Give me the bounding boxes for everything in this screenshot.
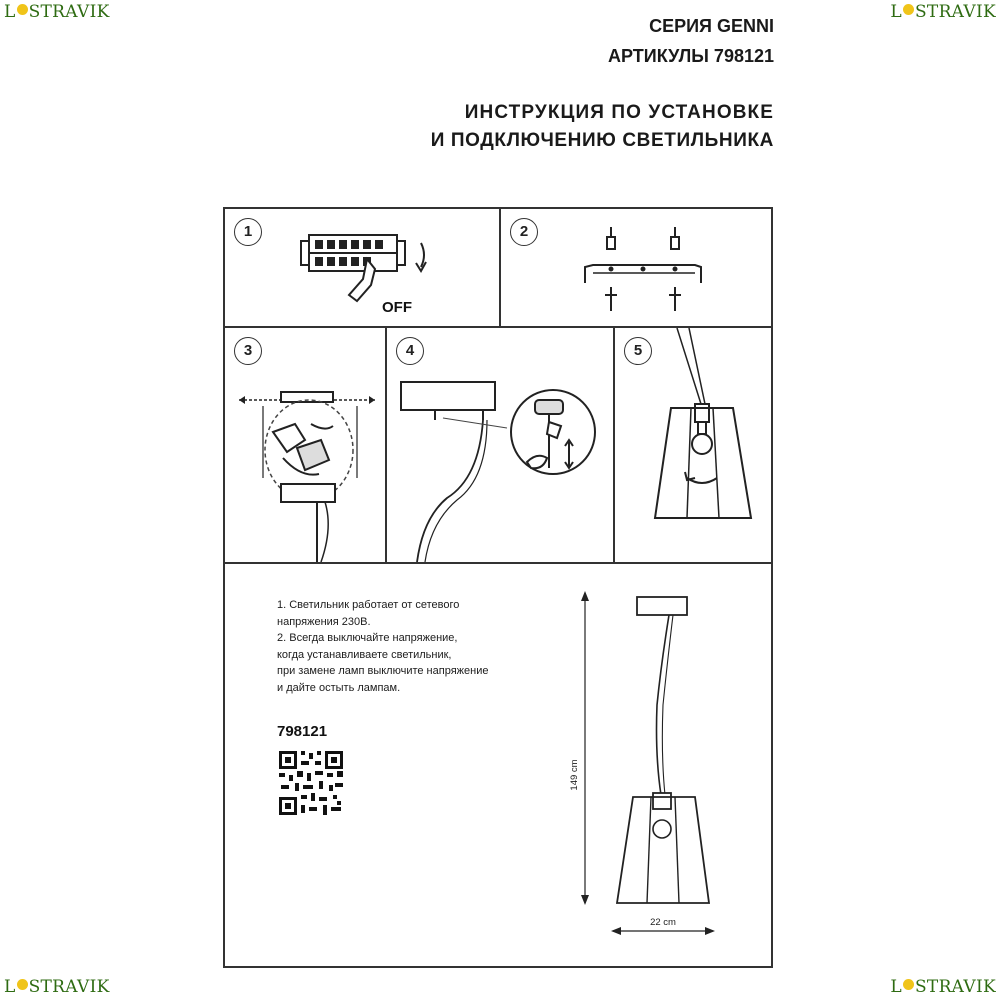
width-dimension: 22 cm (650, 917, 676, 928)
height-adjustment-illustration (387, 328, 613, 562)
note-line: 2. Всегда выключайте напряжение, (277, 632, 458, 644)
step-number: 5 (624, 337, 652, 365)
brand-name: STRAVIK (28, 2, 110, 22)
safety-notes (277, 597, 547, 696)
step-number: 3 (234, 337, 262, 365)
brand-logo (890, 2, 996, 22)
note-line: при замене ламп выключите напряжение (277, 665, 489, 677)
brand-dot-icon (903, 4, 914, 15)
series-label: СЕРИЯ GENNI (649, 16, 774, 36)
qr-code-icon (277, 749, 345, 817)
step-number: 4 (396, 337, 424, 365)
lamp-install-illustration (615, 328, 769, 562)
mounting-bracket-illustration (501, 209, 769, 326)
note-line: 1. Светильник работает от сетевого (277, 599, 460, 611)
brand-letter: L (4, 977, 16, 997)
brand-logo (4, 2, 110, 22)
step-3-panel (225, 328, 387, 564)
off-label: OFF (382, 299, 412, 316)
brand-name: STRAVIK (914, 977, 996, 997)
articles-label: АРТИКУЛЫ 798121 (608, 46, 774, 66)
step-4-panel (387, 328, 615, 564)
brand-dot-icon (903, 979, 914, 990)
step-5-panel (615, 328, 771, 564)
brand-dot-icon (17, 4, 28, 15)
power-off-illustration (225, 209, 499, 326)
document-subtitle: И ПОДКЛЮЧЕНИЮ СВЕТИЛЬНИКА (430, 130, 774, 151)
brand-logo (4, 977, 110, 997)
note-line: и дайте остыть лампам. (277, 681, 401, 694)
brand-letter: L (890, 2, 902, 22)
step-2-panel (501, 209, 771, 328)
note-line: напряжения 230В. (277, 615, 371, 628)
step-1-panel (225, 209, 501, 328)
wiring-illustration (225, 328, 385, 562)
step-number: 1 (234, 218, 262, 246)
article-code: 798121 (277, 723, 328, 740)
note-line: когда устанавливаете светильник, (277, 648, 452, 661)
step-number: 2 (510, 218, 538, 246)
document-title: ИНСТРУКЦИЯ ПО УСТАНОВКЕ (464, 102, 774, 123)
brand-logo (890, 977, 996, 997)
instruction-sheet (223, 207, 773, 968)
brand-name: STRAVIK (28, 977, 110, 997)
brand-letter: L (4, 2, 16, 22)
brand-letter: L (890, 977, 902, 997)
brand-name: STRAVIK (914, 2, 996, 22)
dimension-drawing (565, 585, 735, 951)
height-dimension: 149 cm (569, 759, 580, 791)
brand-dot-icon (17, 979, 28, 990)
